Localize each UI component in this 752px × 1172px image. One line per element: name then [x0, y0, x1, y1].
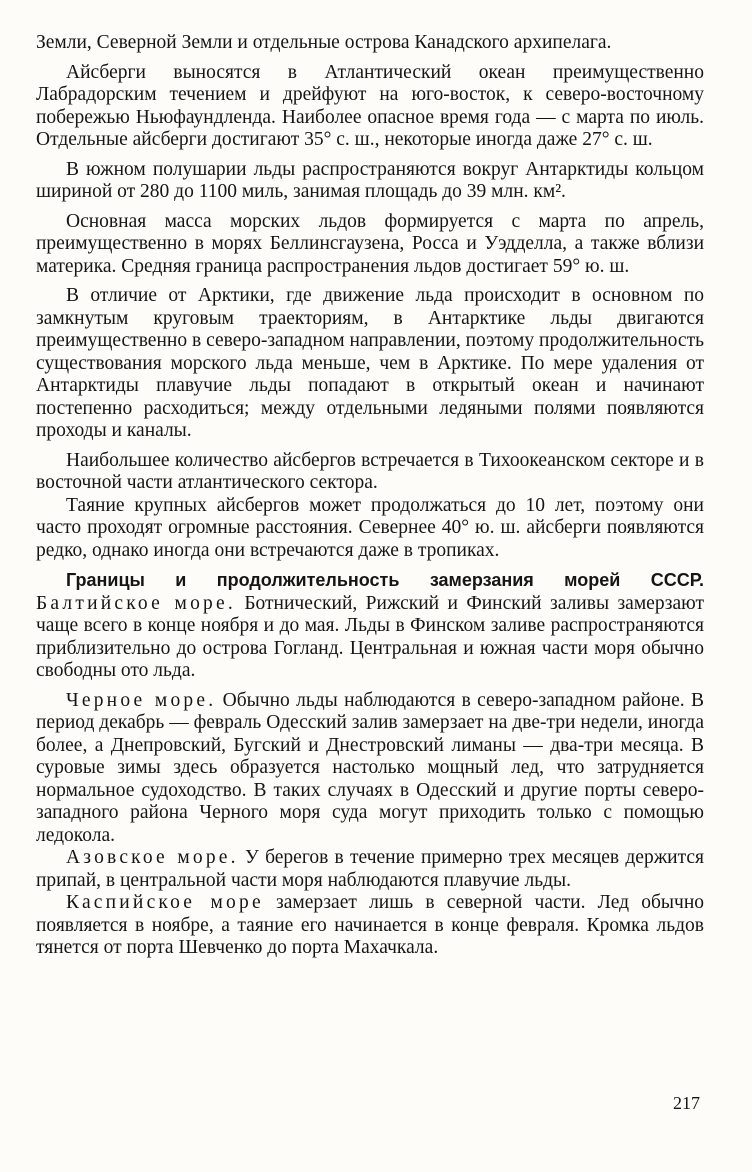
- azov-text: У берегов в течение примерно трех месяцев держится припай, в центральной части моря наблюдаются плавучие льды.: [36, 847, 705, 891]
- paragraph-southern-hemisphere: В южном полушарии льды распространяются вокруг Антарктиды кольцом шириной от 280 до 1100 миль, занимая площадь до 39 млн. км².: [36, 158, 704, 202]
- paragraph-black-sea: [36, 690, 704, 848]
- paragraph-iceberg-sectors: Наибольшее количество айсбергов встречается в Тихоокеанском секторе и в восточной части атлантического сектора.: [36, 449, 704, 493]
- paragraph-antarctic-drift: В отличие от Арктики, где движение льда происходит в основном по замкнутым круговым траекториям, в Антарктике льды двигаются преимущественно в северо-западном направлении, поэтому продолжительность существования морского льда меньше, чем в Арктике. По мере удаления от Антарктиды плавучие льды попадают в открытый океан и начинают постепенно расходиться; между отдельными ледяными полями появляются проходы и каналы.: [36, 285, 704, 441]
- paragraph-icebergs-atlantic: Айсберги выносятся в Атлантический океан преимущественно Лабрадорским течением и дрейфуют на юго-восток, к северо-восточному побережью Ньюфаундленда. Наиболее опасное время года — с марта по июль. Отдельные айсберги достигают 35° с. ш., некоторые иногда даже 27° с. ш.: [36, 61, 704, 150]
- paragraph-baltic-sea: [36, 569, 704, 683]
- caspian-text: замерзает лишь в северной части. Лед обычно появляется в ноябре, а таяние его начинается в конце февраля. Кромка льдов тянется от порта Шевченко до порта Махачкала.: [36, 892, 705, 958]
- sea-name-azov: Азовское море.: [66, 847, 239, 868]
- baltic-text: Ботнический, Рижский и Финский заливы замерзают чаще всего в конце ноября и до мая. Льды в Финском заливе распространяются приблизительно до острова Гогланд. Центральная и южная части моря обычно свободны ото льда.: [36, 592, 704, 681]
- paragraph-iceberg-melting: Таяние крупных айсбергов может продолжаться до 10 лет, поэтому они часто проходят огромные расстояния. Севернее 40° ю. ш. айсберги появляются редко, однако иногда они встречаются даже в тропиках.: [36, 494, 704, 561]
- section-heading: Границы и продолжительность замерзания морей СССР.: [66, 570, 704, 590]
- paragraph-caspian-sea: [36, 892, 704, 960]
- black-text: Обычно льды наблюдаются в северо-западном районе. В период декабрь — февраль Одесский залив замерзает на две-три недели, иногда более, а Днепровский, Бугский и Днестровский лиманы — два-три месяца. В суровые зимы здесь образуется настолько мощный лед, что затрудняется нормальное судоходство. В таких случаях в Одесский и другие порты северо-западного района Черного моря суда могут приходить только с помощью ледокола.: [36, 689, 704, 846]
- sea-name-baltic: Балтийское море.: [36, 592, 236, 614]
- sea-name-caspian: Каспийское море: [66, 892, 264, 913]
- paragraph-azov-sea: [36, 847, 704, 892]
- page-number: 217: [673, 1093, 700, 1113]
- paragraph-continuation: Земли, Северной Земли и отдельные острова Канадского архипелага.: [36, 32, 612, 53]
- paragraph-sea-ice-formation: Основная масса морских льдов формируется с марта по апрель, преимущественно в морях Беллинсгаузена, Росса и Уэдделла, а также вблизи материка. Средняя граница распространения льдов достигает 59° ю. ш.: [36, 210, 704, 277]
- sea-name-black: Черное море.: [66, 689, 217, 711]
